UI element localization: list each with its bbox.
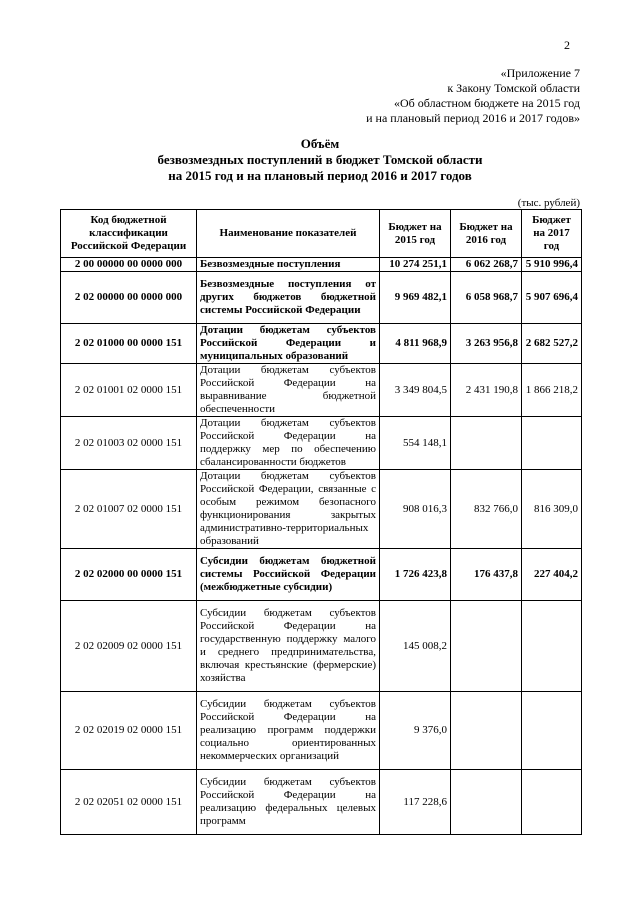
row-budget-2017 bbox=[522, 770, 582, 835]
header-budget-2015: Бюджет на 2015 год bbox=[380, 210, 451, 258]
row-name: Безвозмездные поступления от других бюджетов бюджетной системы Российской Федерации bbox=[197, 272, 380, 324]
table-row bbox=[61, 601, 582, 692]
row-budget-2017: 5 910 996,4 bbox=[522, 258, 582, 272]
row-code: 2 00 00000 00 0000 000 bbox=[61, 258, 197, 272]
appendix-line: к Закону Томской области bbox=[447, 81, 580, 95]
row-budget-2016: 6 062 268,7 bbox=[451, 258, 522, 272]
row-code: 2 02 02009 02 0000 151 bbox=[61, 601, 197, 692]
table-row bbox=[61, 417, 582, 470]
row-code: 2 02 00000 00 0000 000 bbox=[61, 272, 197, 324]
row-budget-2017: 1 866 218,2 bbox=[522, 364, 582, 417]
row-name: Безвозмездные поступления bbox=[197, 258, 380, 272]
row-budget-2017: 5 907 696,4 bbox=[522, 272, 582, 324]
row-budget-2016: 3 263 956,8 bbox=[451, 324, 522, 364]
title-line: на 2015 год и на плановый период 2016 и 2017 годов bbox=[168, 168, 472, 183]
appendix-reference bbox=[250, 66, 580, 126]
header-budget-2016: Бюджет на 2016 год bbox=[451, 210, 522, 258]
page-number: 2 bbox=[564, 38, 570, 52]
table-row bbox=[61, 364, 582, 417]
row-budget-2017 bbox=[522, 601, 582, 692]
document-title bbox=[60, 136, 580, 184]
row-budget-2015: 117 228,6 bbox=[380, 770, 451, 835]
row-budget-2016 bbox=[451, 692, 522, 770]
row-name: Субсидии бюджетам бюджетной системы Российской Федерации (межбюджетные субсидии) bbox=[197, 549, 380, 601]
appendix-line: «Приложение 7 bbox=[500, 66, 580, 80]
row-name: Субсидии бюджетам субъектов Российской Федерации на реализацию программ поддержки социально ориентированных некоммерческих организаций bbox=[197, 692, 380, 770]
row-budget-2016 bbox=[451, 417, 522, 470]
row-name: Дотации бюджетам субъектов Российской Федерации, связанные с особым режимом безопасного функционирования закрытых административно-территориальных образований bbox=[197, 470, 380, 549]
row-name: Дотации бюджетам субъектов Российской Федерации на выравнивание бюджетной обеспеченности bbox=[197, 364, 380, 417]
row-name: Субсидии бюджетам субъектов Российской Федерации на реализацию федеральных целевых программ bbox=[197, 770, 380, 835]
row-budget-2015: 554 148,1 bbox=[380, 417, 451, 470]
row-budget-2017 bbox=[522, 417, 582, 470]
row-budget-2015: 10 274 251,1 bbox=[380, 258, 451, 272]
row-code: 2 02 01003 02 0000 151 bbox=[61, 417, 197, 470]
row-code: 2 02 01000 00 0000 151 bbox=[61, 324, 197, 364]
row-budget-2015: 9 969 482,1 bbox=[380, 272, 451, 324]
header-code: Код бюджетной классификации Российской Федерации bbox=[61, 210, 197, 258]
row-budget-2017: 816 309,0 bbox=[522, 470, 582, 549]
row-budget-2016 bbox=[451, 601, 522, 692]
row-name: Дотации бюджетам субъектов Российской Федерации на поддержку мер по обеспечению сбалансированности бюджетов bbox=[197, 417, 380, 470]
row-budget-2017 bbox=[522, 692, 582, 770]
row-budget-2016: 2 431 190,8 bbox=[451, 364, 522, 417]
units-label: (тыс. рублей) bbox=[517, 197, 580, 209]
header-budget-2017: Бюджет на 2017 год bbox=[522, 210, 582, 258]
row-name: Субсидии бюджетам субъектов Российской Федерации на государственную поддержку малого и среднего предпринимательства, включая крестьянские (фермерские) хозяйства bbox=[197, 601, 380, 692]
row-budget-2015: 3 349 804,5 bbox=[380, 364, 451, 417]
row-budget-2016 bbox=[451, 770, 522, 835]
table-row bbox=[61, 770, 582, 835]
appendix-line: «Об областном бюджете на 2015 год bbox=[394, 96, 580, 110]
row-name: Дотации бюджетам субъектов Российской Федерации и муниципальных образований bbox=[197, 324, 380, 364]
header-name: Наименование показателей bbox=[197, 210, 380, 258]
row-code: 2 02 01007 02 0000 151 bbox=[61, 470, 197, 549]
row-budget-2015: 9 376,0 bbox=[380, 692, 451, 770]
table-row bbox=[61, 324, 582, 364]
row-code: 2 02 01001 02 0000 151 bbox=[61, 364, 197, 417]
table-row bbox=[61, 692, 582, 770]
row-budget-2015: 1 726 423,8 bbox=[380, 549, 451, 601]
appendix-line: и на плановый период 2016 и 2017 годов» bbox=[366, 111, 580, 125]
row-budget-2015: 908 016,3 bbox=[380, 470, 451, 549]
row-budget-2017: 2 682 527,2 bbox=[522, 324, 582, 364]
table-row bbox=[61, 470, 582, 549]
row-code: 2 02 02000 00 0000 151 bbox=[61, 549, 197, 601]
budget-table bbox=[60, 209, 582, 835]
title-line: безвозмездных поступлений в бюджет Томской области bbox=[157, 152, 483, 167]
table-row bbox=[61, 272, 582, 324]
row-code: 2 02 02019 02 0000 151 bbox=[61, 692, 197, 770]
row-budget-2016: 176 437,8 bbox=[451, 549, 522, 601]
table-header-row bbox=[61, 210, 582, 258]
row-budget-2016: 832 766,0 bbox=[451, 470, 522, 549]
row-code: 2 02 02051 02 0000 151 bbox=[61, 770, 197, 835]
row-budget-2015: 4 811 968,9 bbox=[380, 324, 451, 364]
table-row bbox=[61, 549, 582, 601]
row-budget-2015: 145 008,2 bbox=[380, 601, 451, 692]
row-budget-2017: 227 404,2 bbox=[522, 549, 582, 601]
table-row bbox=[61, 258, 582, 272]
title-line: Объём bbox=[300, 136, 340, 151]
row-budget-2016: 6 058 968,7 bbox=[451, 272, 522, 324]
